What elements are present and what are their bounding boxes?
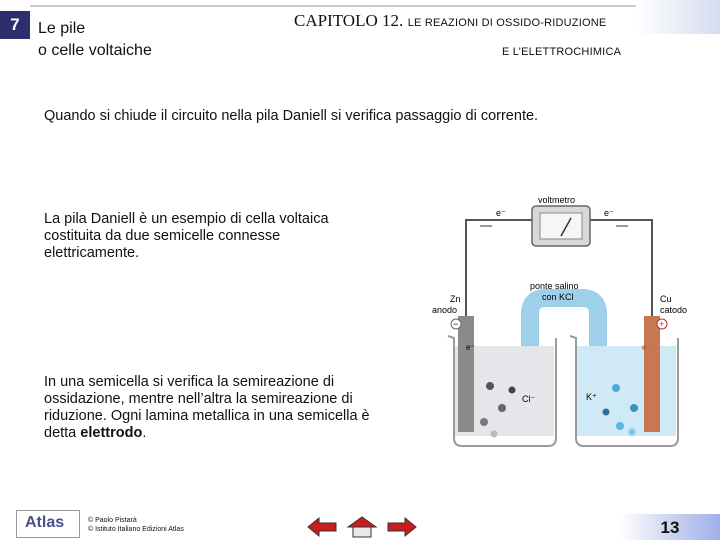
previous-arrow-icon[interactable]: [305, 516, 339, 538]
cathode-electron: e⁻: [642, 343, 651, 352]
section-title-line2: o celle voltaiche: [38, 42, 152, 59]
paragraph-circuit: Quando si chiude il circuito nella pila Daniell si verifica passaggio di corrente.: [44, 108, 539, 124]
copyright: [88, 516, 184, 534]
paragraph-electrode-end: .: [142, 425, 147, 441]
voltmeter-label: voltmetro: [538, 195, 576, 205]
daniell-cell-figure: [420, 186, 720, 476]
zinc-electrode: [458, 316, 474, 432]
electron-label-left: e⁻: [496, 208, 506, 218]
paragraph-electrode: [44, 374, 404, 442]
potassium-ion-label: K⁺: [586, 392, 597, 402]
anode-label: anodo: [432, 305, 458, 315]
chapter-heading: [294, 11, 606, 31]
electron-label-right: e⁻: [604, 208, 614, 218]
chapter-subtitle-line1: LE REAZIONI DI OSSIDO-RIDUZIONE: [407, 17, 607, 29]
chapter-subtitle-line2: E L’ELETTROCHIMICA: [502, 46, 622, 58]
chapter-label: CAPITOLO 12.: [294, 11, 404, 30]
anode-electron: e⁻: [466, 343, 475, 352]
section-title: [38, 18, 152, 62]
copyright-author: © Paolo Pistarà: [88, 517, 137, 524]
copper-electrode: [644, 316, 660, 432]
section-title-line1: Le pile: [38, 20, 86, 37]
page-number: 13: [660, 518, 680, 537]
cathode-metal: Cu: [660, 294, 672, 304]
top-rule: [30, 5, 720, 7]
section-number-badge: 7: [0, 11, 30, 39]
corner-gradient: [636, 0, 720, 34]
paragraph-electrode-text: In una semicella si verifica la semireazione di ossidazione, mentre nell’altra la semireazione di riduzione. Ogni lamina metallica in una semicella è detta: [44, 374, 370, 441]
cathode-label: catodo: [660, 305, 688, 315]
next-arrow-icon[interactable]: [385, 516, 419, 538]
left-wire: [466, 220, 532, 316]
salt-bridge-label-2: con KCl: [542, 292, 574, 302]
anode-metal: Zn: [450, 294, 461, 304]
home-icon[interactable]: [345, 516, 379, 538]
atlas-logo: [16, 510, 80, 538]
cathode-sign: +: [659, 319, 665, 329]
atlas-logo-text: Atlas: [25, 514, 65, 531]
right-solution: [576, 346, 676, 436]
electrode-term: elettrodo: [80, 425, 143, 441]
copyright-publisher: © Istituto Italiano Edizioni Atlas: [88, 526, 184, 533]
chloride-ion-label: Cl⁻: [522, 394, 536, 404]
anode-sign: −: [453, 319, 459, 329]
salt-bridge-label-1: ponte salino: [530, 281, 579, 291]
paragraph-daniell: La pila Daniell è un esempio di cella voltaica costituita da due semicelle connesse elettricamente.: [44, 211, 329, 261]
